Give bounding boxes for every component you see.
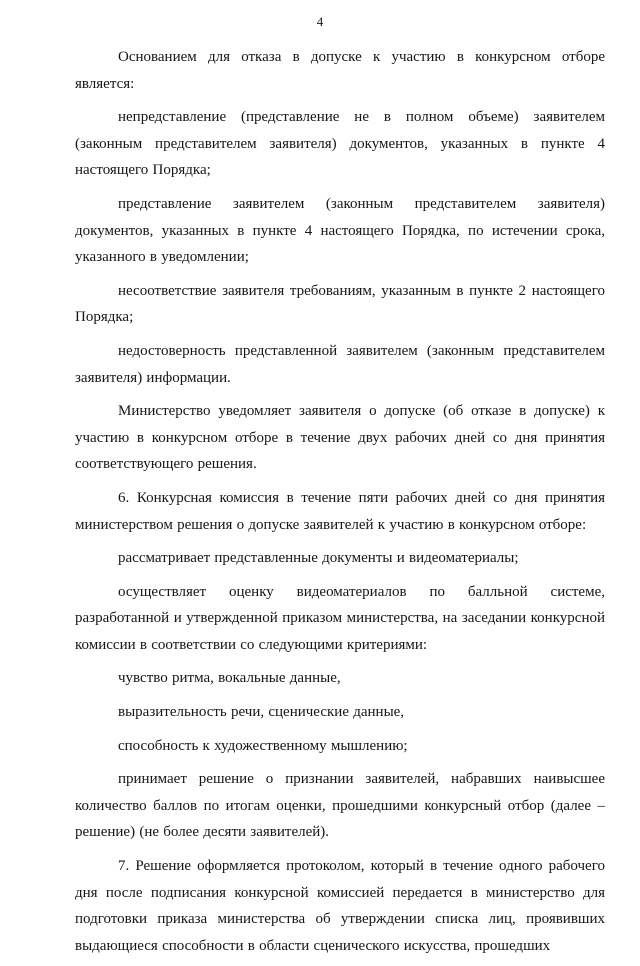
paragraph-nonsubmission: непредставление (представление не в полном объеме) заявителем (законным представителем заявителя) документов, указанных в пункте 4 настоящего Порядка;	[75, 109, 605, 179]
paragraph-criterion-rhythm: чувство ритма, вокальные данные,	[118, 670, 341, 687]
paragraph-reviews-documents: рассматривает представленные документы и видеоматериалы;	[118, 550, 519, 567]
page-number: 4	[316, 14, 324, 29]
paragraph-decision: принимает решение о признании заявителей, набравших наивысшее количество баллов по итогам оценки, прошедшими конкурсный отбор (далее – решение) (не более десяти заявителей).	[75, 771, 605, 841]
paragraph-criterion-thinking: способность к художественному мышлению;	[118, 737, 408, 754]
paragraph-refusal-grounds-intro: Основанием для отказа в допуске к участию в конкурсном отборе является:	[75, 49, 605, 92]
paragraph-item-7: 7. Решение оформляется протоколом, который в течение одного рабочего дня после подписания конкурсной комиссией передается в министерство для подготовки приказа министерства об утверждении списка лиц, проявивших выдающиеся способности в области сценического искусства, прошедших	[75, 858, 605, 954]
paragraph-evaluates-videos: осуществляет оценку видеоматериалов по балльной системе, разработанной и утвержденной приказом министерства, на заседании конкурсной комиссии в соответствии со следующими критериями:	[75, 583, 605, 653]
paragraph-criterion-speech: выразительность речи, сценические данные,	[118, 704, 405, 721]
paragraph-noncompliance: несоответствие заявителя требованиям, указанным в пункте 2 настоящего Порядка;	[75, 282, 605, 326]
paragraph-unreliable-info: недостоверность представленной заявителем (законным представителем заявителя) информации.	[75, 342, 605, 386]
paragraph-late-submission: представление заявителем (законным представителем заявителя) документов, указанных в пункте 4 настоящего Порядка, по истечении срока, указанного в уведомлении;	[75, 195, 605, 266]
document-body	[75, 44, 605, 966]
paragraph-ministry-notification: Министерство уведомляет заявителя о допуске (об отказе в допуске) к участию в конкурсном отборе в течение двух рабочих дней со дня принятия соответствующего решения.	[75, 403, 605, 473]
paragraph-item-6: 6. Конкурсная комиссия в течение пяти рабочих дней со дня принятия министерством решения о допуске заявителей к участию в конкурсном отборе:	[75, 489, 605, 533]
